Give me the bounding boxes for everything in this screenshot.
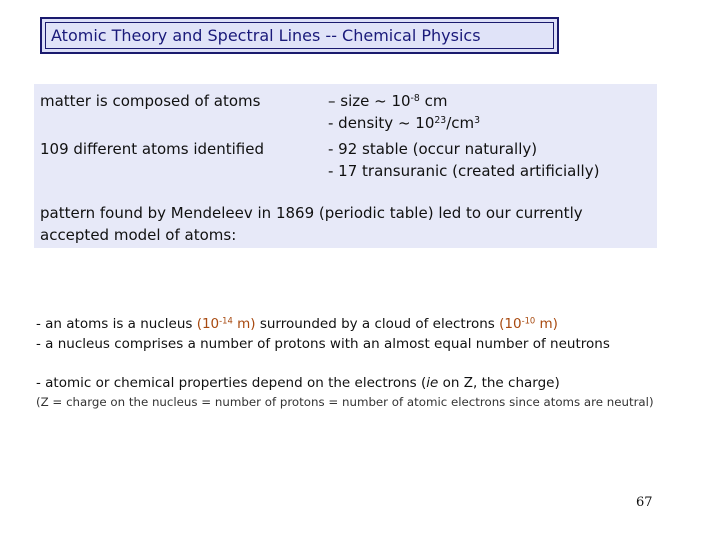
z-definition-line: (Z = charge on the nucleus = number of protons = number of atomic electrons since atoms are neutral)	[36, 395, 654, 409]
matter-composed-text: matter is composed of atoms	[40, 92, 261, 110]
ie-text: ie	[426, 375, 439, 391]
nucleus-size-line	[36, 315, 558, 333]
density-pre: - density ~ 10	[328, 114, 435, 132]
size-post: cm	[419, 92, 448, 110]
electron-cloud-size-value	[499, 316, 558, 332]
size-exponent: -8	[410, 92, 420, 104]
atom-density-text	[328, 112, 480, 134]
title-box	[40, 17, 559, 54]
size-pre: – size ~ 10	[328, 92, 411, 110]
line3-a: - atomic or chemical properties depend on the electrons (	[36, 375, 427, 391]
line1-b: surrounded by a cloud of electrons	[255, 316, 500, 332]
density-cube-exponent: 3	[474, 114, 481, 126]
density-post: /cm	[446, 114, 475, 132]
nucleus-size-value	[197, 316, 256, 332]
nuc-exp: -14	[219, 315, 233, 326]
line3-b: on Z, the charge)	[438, 375, 560, 391]
density-exponent: 23	[434, 114, 447, 126]
el-pre: (10	[499, 316, 522, 332]
el-exp: -10	[521, 315, 536, 326]
atom-size-text	[328, 90, 447, 112]
stable-atoms-text: - 92 stable (occur naturally)	[328, 140, 538, 158]
nuc-pre: (10	[196, 316, 220, 332]
nuc-post: m)	[232, 316, 256, 332]
line1-a: - an atoms is a nucleus	[36, 316, 197, 332]
pattern-line-2: accepted model of atoms:	[40, 226, 237, 244]
slide-title: Atomic Theory and Spectral Lines -- Chemical Physics	[51, 26, 481, 45]
pattern-line-1: pattern found by Mendeleev in 1869 (periodic table) led to our currently	[40, 204, 583, 222]
electron-properties-line	[36, 374, 560, 392]
page-number: 67	[636, 495, 653, 510]
transuranic-atoms-text: - 17 transuranic (created artificially)	[328, 162, 600, 180]
el-post: m)	[535, 316, 558, 332]
atoms-identified-text: 109 different atoms identified	[40, 140, 264, 158]
nucleus-composition-line: - a nucleus comprises a number of protons with an almost equal number of neutrons	[36, 336, 610, 352]
